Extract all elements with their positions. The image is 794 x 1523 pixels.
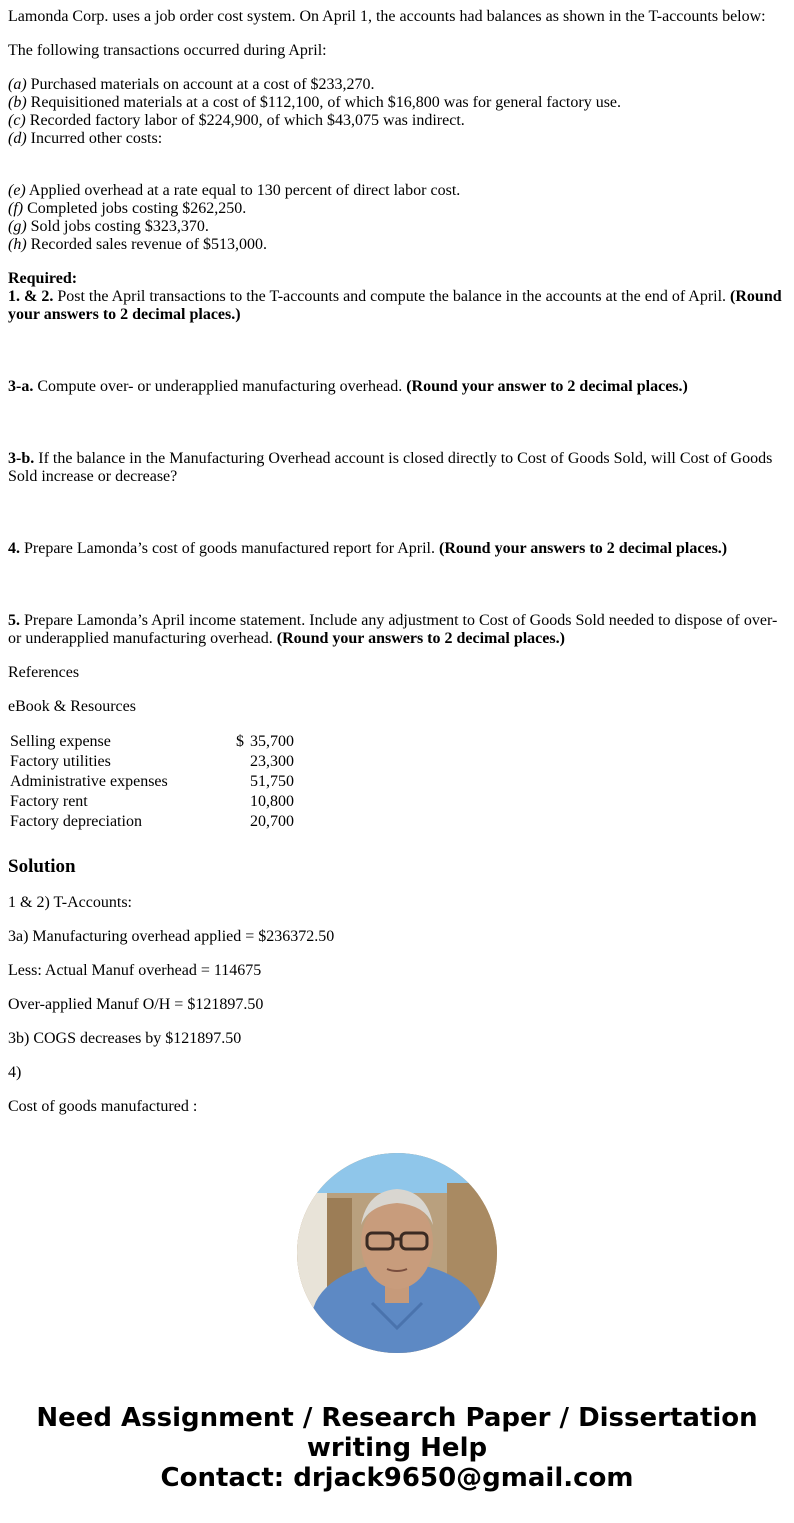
table-row: [8, 792, 296, 812]
promo-banner: [0, 1403, 794, 1493]
requirement-1-2: 1. & 2. Post the April transactions to the T-accounts and compute the balance in the accounts at the end of April. (Round your answers to 2 decimal places.): [8, 288, 782, 323]
solution-heading: Solution: [8, 856, 76, 877]
cost-amount: 51,750: [250, 773, 294, 790]
cost-amount: 35,700: [250, 733, 294, 750]
cost-amount: 10,800: [250, 793, 294, 810]
ebook-resources-link[interactable]: eBook & Resources: [8, 698, 136, 715]
transactions-intro: The following transactions occurred during April:: [8, 42, 327, 59]
solution-line: 1 & 2) T-Accounts:: [8, 894, 132, 911]
cost-amount: 20,700: [250, 813, 294, 830]
cost-currency: $: [236, 733, 244, 750]
promo-line: Need Assignment / Research Paper / Dissertation: [36, 1403, 758, 1433]
required-heading: Required:: [8, 270, 78, 287]
table-row: [8, 772, 296, 792]
table-row: [8, 732, 296, 752]
cost-label: Selling expense: [10, 733, 111, 750]
cost-label: Factory depreciation: [10, 813, 142, 830]
intro-text: Lamonda Corp. uses a job order cost system. On April 1, the accounts had balances as shown in the T-accounts below:: [8, 8, 766, 25]
solution-line: Less: Actual Manuf overhead = 114675: [8, 962, 262, 979]
promo-contact[interactable]: Contact: drjack9650@gmail.com: [160, 1463, 634, 1493]
solution-line: Over-applied Manuf O/H = $121897.50: [8, 996, 264, 1013]
transaction-list: [8, 76, 786, 254]
solution-line: 3a) Manufacturing overhead applied = $236372.50: [8, 928, 335, 945]
cost-label: Administrative expenses: [10, 773, 168, 790]
transaction-item: (e) Applied overhead at a rate equal to 130 percent of direct labor cost.: [8, 182, 461, 199]
requirement-3a: 3-a. Compute over- or underapplied manufacturing overhead. (Round your answer to 2 decimal places.): [8, 378, 688, 395]
promo-line: writing Help: [306, 1433, 488, 1463]
cost-currency: [234, 812, 244, 832]
cost-currency: [234, 772, 244, 792]
table-row: [8, 752, 296, 772]
cost-label: Factory utilities: [10, 753, 111, 770]
transaction-item: (h) Recorded sales revenue of $513,000.: [8, 236, 268, 253]
cost-label: Factory rent: [10, 793, 88, 810]
cost-amount: 23,300: [250, 753, 294, 770]
transaction-item: (a) Purchased materials on account at a cost of $233,270.: [8, 76, 375, 93]
solution-line: 3b) COGS decreases by $121897.50: [8, 1030, 242, 1047]
author-photo: [297, 1153, 497, 1353]
references-label: References: [8, 664, 80, 681]
requirement-4: 4. Prepare Lamonda’s cost of goods manufactured report for April. (Round your answers to 2 decimal places.): [8, 540, 728, 557]
transaction-item: (d) Incurred other costs:: [8, 130, 163, 147]
other-costs-table: [8, 732, 296, 832]
requirement-5: 5. Prepare Lamonda’s April income statement. Include any adjustment to Cost of Goods Sold needed to dispose of over- or underapplied manufacturing overhead. (Round your answers to 2 decimal places.): [8, 612, 778, 647]
table-row: [8, 812, 296, 832]
required-section: [8, 270, 786, 648]
cost-currency: [234, 792, 244, 812]
author-avatar: [297, 1153, 497, 1353]
solution-line: 4): [8, 1064, 22, 1081]
transaction-item: (g) Sold jobs costing $323,370.: [8, 218, 209, 235]
solution-body: [8, 894, 786, 1116]
requirement-3b: 3-b. If the balance in the Manufacturing Overhead account is closed directly to Cost of Goods Sold, will Cost of Goods Sold increase or decrease?: [8, 450, 773, 485]
transaction-item: (f) Completed jobs costing $262,250.: [8, 200, 247, 217]
transaction-item: (c) Recorded factory labor of $224,900, of which $43,075 was indirect.: [8, 112, 465, 129]
transaction-item: (b) Requisitioned materials at a cost of $112,100, of which $16,800 was for general factory use.: [8, 94, 622, 111]
solution-line: Cost of goods manufactured :: [8, 1098, 198, 1115]
cost-currency: [234, 752, 244, 772]
